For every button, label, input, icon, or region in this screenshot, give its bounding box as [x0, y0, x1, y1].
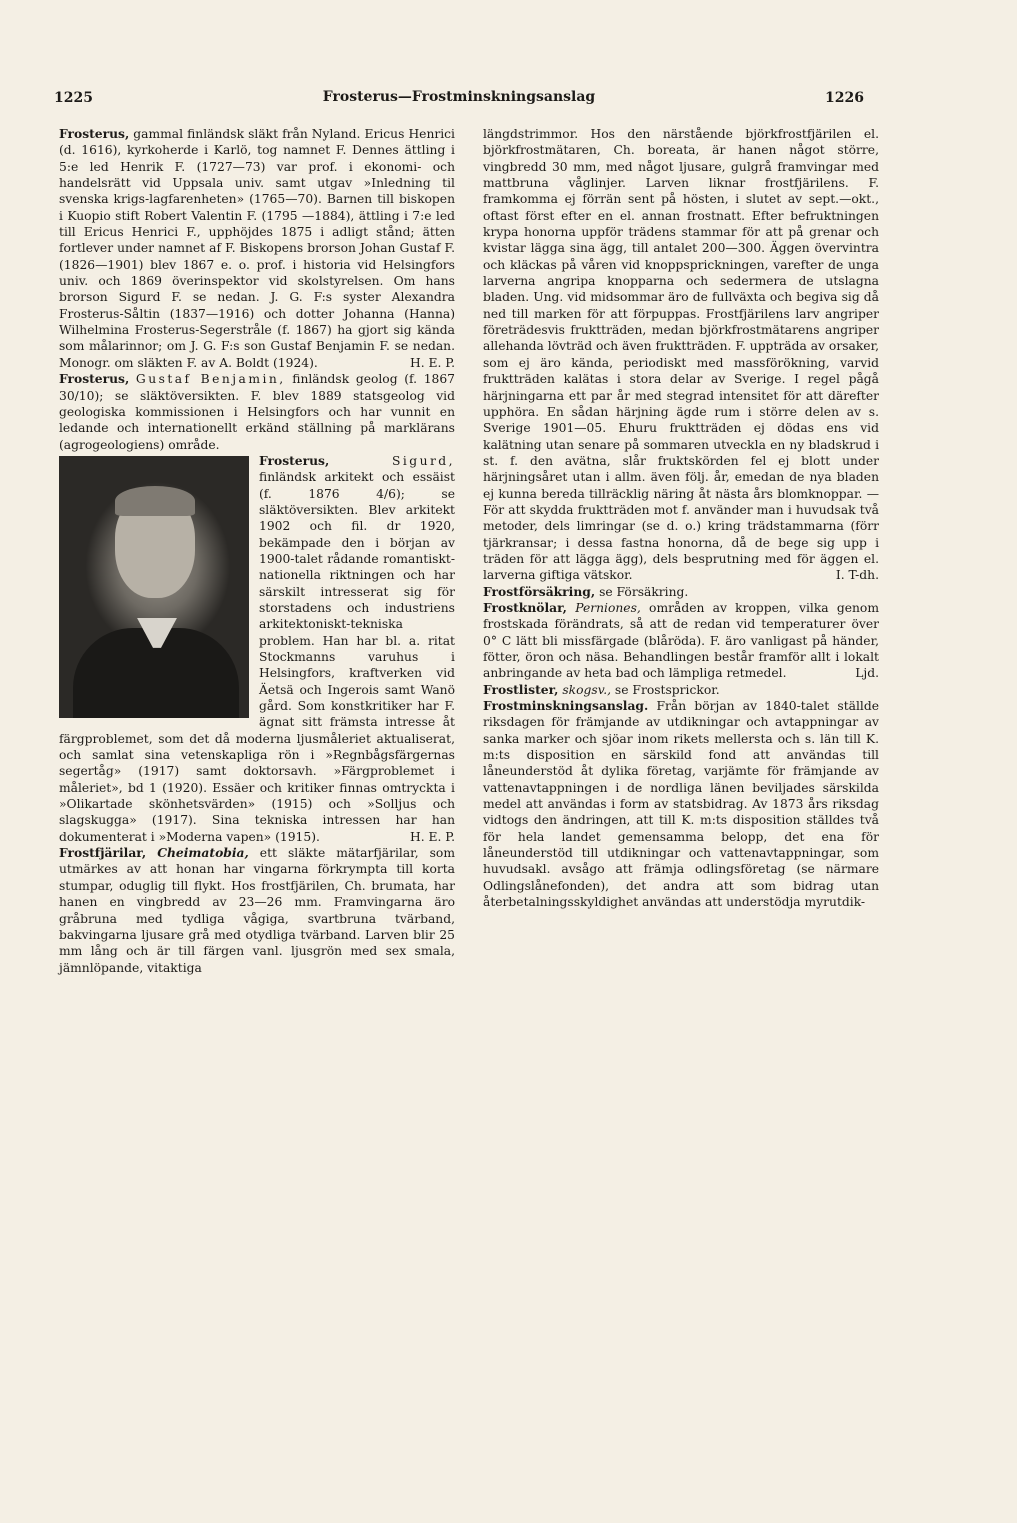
- entry-text: ett släkte mätarfjärilar, som utmärkes av att honan har vingarna förkrympta till korta stumpar, oduglig till flykt. Hos frostfjärilen, Ch. brumata, har hanen en vingbredd av 23—26 mm. Framvingarna äro gråbruna med tydliga vågiga, svartbruna tvärband, bakvingarna ljusare grå med otydliga tvärband. Larven blir 25 mm lång och är till färgen vanl. ljusgrön med sex smala, jämnlöpande, vitaktiga: [59, 846, 455, 975]
- entry-text: gammal finländsk släkt från Nyland. Ericus Henrici (d. 1616), kyrkoherde i Karlö, tog namnet F. Dennes ättling i 5:e led Henrik F. (1727—73) var prof. i ekonomi- och handelsrätt vid Uppsala univ. samt utgav »Inledning til svenska krigs-lagfarenheten» (1765—70). Barnen till biskopen i Kuopio stift Robert Valentin F. (1795 —1884), ättling i 7:e led till Ericus Henrici F., upphöjdes 1875 i adligt stånd; ätten fortlever under namnet af F. Biskopens brorson Johan Gustaf F. (1826—1901) blev 1867 e. o. prof. i historia vid Helsingfors univ. och 1869 överinspektor vid skolstyrelsen. Om hans brorson Sigurd F. se nedan. J. G. F:s syster Alexandra Frosterus-Såltin (1837—1916) och dotter Johanna (Hanna) Wilhelmina Frosterus-Segerstråle (f. 1867) ha gjort sig kända som målarinnor; om J. G. F:s son Gustaf Benjamin F. se nedan. Monogr. om släkten F. av A. Boldt (1924).: [59, 127, 455, 370]
- entry-gustaf-benjamin: [59, 371, 455, 453]
- author-signature: I. T-dh.: [835, 568, 879, 583]
- page-number-right: 1226: [825, 90, 864, 106]
- author-signature: Ljd.: [855, 666, 879, 681]
- headword: Frosterus,: [59, 371, 130, 387]
- entry-continuation: [483, 126, 879, 584]
- cross-reference: se Frostsprickor.: [611, 682, 720, 697]
- person-name: Gustaf Benjamin,: [135, 372, 286, 387]
- headword: Frosterus,: [59, 126, 130, 141]
- page-header: [54, 86, 864, 112]
- entry-text: längdstrimmor. Hos den närstående björkfrostfjärilen el. björkfrostmätaren, Ch. boreata, är hanen något större, vingbredd 30 mm, med något ljusare, gulgrå framvingar med mattbruna våglinjer. Larven liknar frostfjärilens. F. framkomma ej förrän sent på hösten, i slutet av sept.—okt., oftast först efter en el. annan frostnatt. Efter befruktningen krypa honorna uppför trädens stammar för att på grenar och kvistar lägga sina ägg, till antalet 200—300. Äggen övervintra och kläckas på våren vid knoppsprickningen, varefter de unga larverna angripa knopparna och sedermera de utslagna bladen. Ung. vid midsommar äro de fullväxta och begiva sig då ned till marken för att förpuppas. Frostfjärilens larv angriper företrädesvis fruktträden, medan björkfrostmätarens angriper allehanda lövträd och även fruktträden. F. uppträda av orsaker, som ej äro kända, periodiskt med massförökning, varvid fruktträden kalätas i stora delar av Sverige. I regel pågå härjningarna ett par år med stegrad intensitet för att därefter upphöra. En sådan härjning ägde rum i större delen av s. Sverige 1901—05. Ehuru fruktträden ej dödas ens vid kalätning utan senare på sommaren utveckla en ny bladskrud i st. f. den avätna, slår fruktskörden fel ej blott under härjningsåret utan i allm. även följ. år, emedan de nya bladen ej kunna bereda tillräcklig näring åt nästa års blomknoppar. — För att skydda fruktträden mot f. använder man i huvudsak två metoder, dels limringar (se d. o.) kring trädstammarna (förr tjärkransar; i dessa fastna honorna, då de bege sig upp i träden för att lägga ägg), dels besprutning med för äggen el. larverna giftiga vätskor.: [483, 127, 879, 583]
- headword: Frostknölar,: [483, 599, 567, 615]
- cross-reference: se Försäkring.: [595, 584, 689, 599]
- headword: Frostfjärilar,: [59, 845, 147, 861]
- headword: Frostförsäkring,: [483, 583, 596, 599]
- entry-frostlister: [483, 682, 879, 698]
- author-signature: H. E. P.: [409, 355, 455, 370]
- scientific-name: Perniones,: [575, 600, 641, 615]
- left-column: [59, 126, 455, 976]
- author-signature: H. E. P.: [409, 829, 455, 844]
- headword: Frostlister,: [483, 681, 559, 697]
- right-column: [483, 126, 879, 911]
- running-title: Frosterus—Frostminskningsanslag: [322, 89, 596, 105]
- page-number-left: 1225: [54, 90, 93, 106]
- entry-text: Från början av 1840-talet ställde riksdagen för främjande av utdikningar och avtappningar av sanka marker och sjöar inom rikets mellersta och s. län till K. m:ts disposition en särskild fond att användas till låneunderstöd åt dylika företag, varjämte för främjande av vattenavtappningen i de nordliga länen beviljades särskilda medel att användas i form av statsbidrag. Av 1873 års riksdag vidtogs den ändringen, att till K. m:ts disposition ställdes två för hela landet gemensamma belopp, det ena för låneunderstöd till utdikningar och vattenavtappningar, som huvudsakl. avsågo att främja odlingsföretag (se närmare Odlingslånefonden), det andra att som bidrag utan återbetalningsskyldighet användas att understödja myrutdik-: [483, 699, 879, 910]
- entry-frostminskningsanslag: [483, 698, 879, 910]
- entry-frostfjarilar: [59, 845, 455, 976]
- usage-label: skogsv.,: [562, 682, 612, 697]
- entry-text: områden av kroppen, vilka genom frostskada förändrats, så att de redan vid temperaturer över 0° C lätt bli missfärgade (blåröda). F. äro vanligast på händer, fötter, öron och näsa. Behandlingen består framför allt i lokalt anbringande av heta bad och lämpliga retmedel.: [483, 600, 879, 681]
- headword: Frosterus,: [259, 452, 330, 468]
- entry-sigurd: [59, 453, 455, 845]
- entry-frostforsakring: [483, 584, 879, 600]
- entry-text: finländsk geolog (f. 1867 30/10); se släktöversikten. F. blev 1889 statsgeolog vid geologiska kommissionen i Helsingfors och har vunnit en ledande och internationellt erkänd ställning på marklärans (agrogeologiens) område.: [59, 372, 455, 452]
- scientific-name: Cheimatobia,: [157, 845, 249, 861]
- entry-text: finländsk arkitekt och essäist (f. 1876 4/6); se släktöversikten. Blev arkitekt 1902 och fil. dr 1920, bekämpade den i början av 1900-talet rådande romantiskt-nationella riktningen och har särskilt intresserat sig för storstadens och industriens arkitektoniskt-tekniska problem. Han har bl. a. ritat Stockmanns varuhus i Helsingfors, kraftverken vid Äetsä och Ingerois samt Wanö gård. Som konstkritiker har F. ägnat sitt främsta intresse åt färgproblemet, som det då moderna ljusmåleriet aktualiserat, och samlat sina vetenskapliga rön i »Regnbågsfärgernas segertåg» (1917) samt doktorsavh. »Färgproblemet i måleriet», bd 1 (1920). Essäer och kritiker finnas omtryckta i »Olikartade skönhetsvärden» (1915) och »Solljus och slagskugga» (1917). Sina tekniska intressen har han dokumenterat i »Moderna vapen» (1915).: [59, 470, 455, 844]
- headword: Frostminskningsanslag.: [483, 698, 649, 714]
- entry-frostknolar: [483, 600, 879, 682]
- person-name: Sigurd,: [391, 453, 455, 468]
- portrait-photo: [59, 456, 249, 718]
- entry-frosterus-family: [59, 126, 455, 371]
